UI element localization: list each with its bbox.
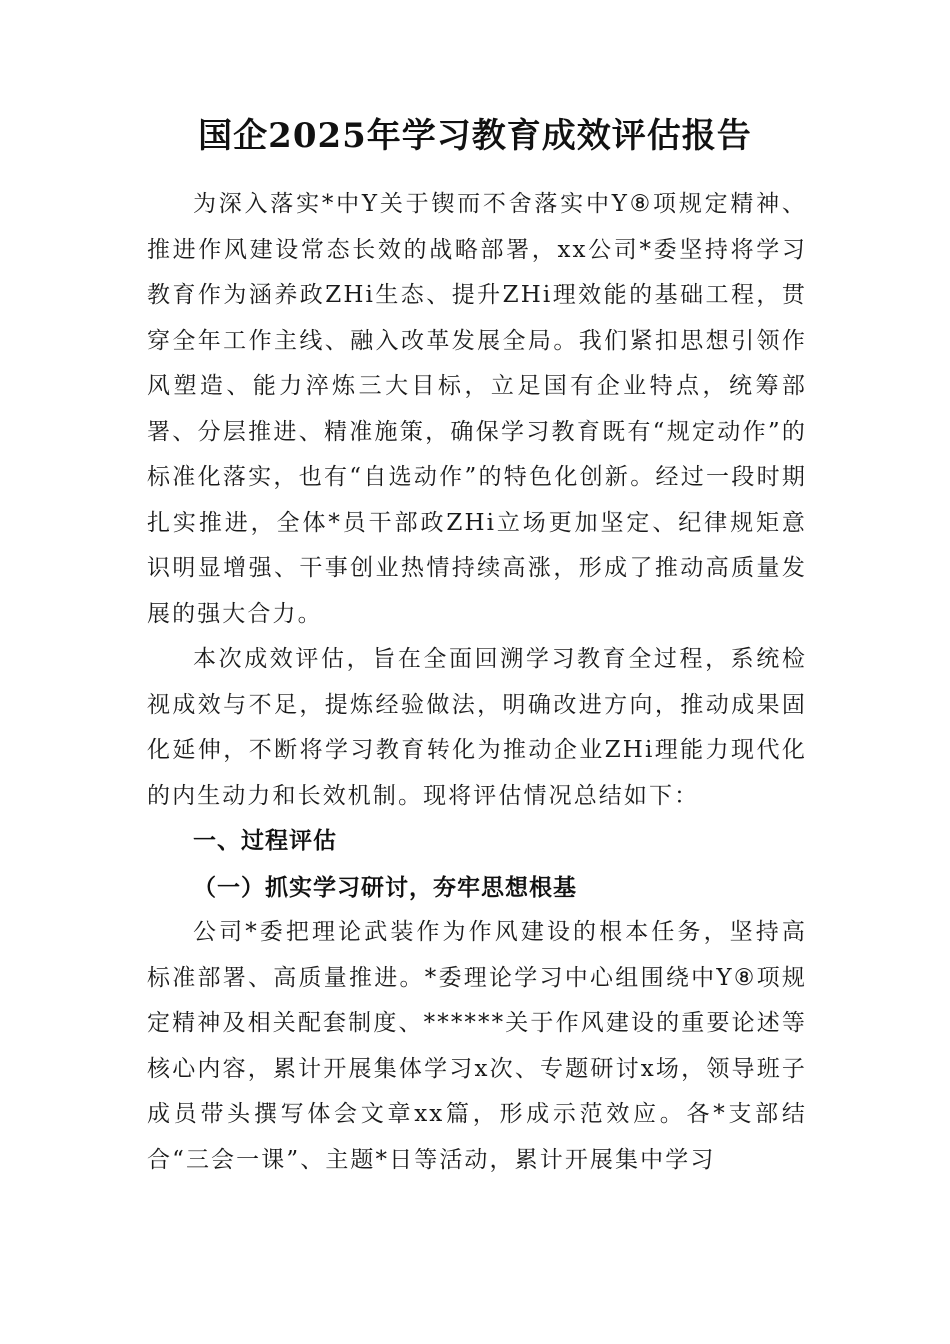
intro-paragraph: 为深入落实*中Y关于锲而不舍落实中Y⑧项规定精神、推进作风建设常态长效的战略部署，xx公司*委坚持将学习教育作为涵养政ZHi生态、提升ZHi理效能的基础工程，贯穿全年工作主线、融入改革发展全局。我们紧扣思想引领作风塑造、能力淬炼三大目标，立足国有企业特点，统筹部署、分层推进、精准施策，确保学习教育既有“规定动作”的标准化落实，也有“自选动作”的特色化创新。经过一段时期扎实推进，全体*员干部政ZHi立场更加坚定、纪律规矩意识明显增强、干事创业热情持续高涨，形成了推动高质量发展的强大合力。: [147, 191, 807, 627]
subsection-heading: （一）抓实学习研讨，夯牢思想根基: [193, 873, 577, 901]
document-title: 国企2025年学习教育成效评估报告: [198, 116, 752, 156]
subsection-paragraph: 公司*委把理论武装作为作风建设的根本任务，坚持高标准部署、高质量推进。*委理论学习中心组围绕中Y⑧项规定精神及相关配套制度、******关于作风建设的重要论述等核心内容，累计开展集体学习x次、专题研讨x场，领导班子成员带头撰写体会文章xx篇，形成示范效应。各*支部结合“三会一课”、主题*日等活动，累计开展集中学习: [147, 919, 807, 1173]
document-body: [147, 182, 807, 1183]
purpose-paragraph: 本次成效评估，旨在全面回溯学习教育全过程，系统检视成效与不足，提炼经验做法，明确改进方向，推动成果固化延伸，不断将学习教育转化为推动企业ZHi理能力现代化的内生动力和长效机制。现将评估情况总结如下：: [147, 646, 807, 809]
section-heading: 一、过程评估: [193, 828, 337, 854]
